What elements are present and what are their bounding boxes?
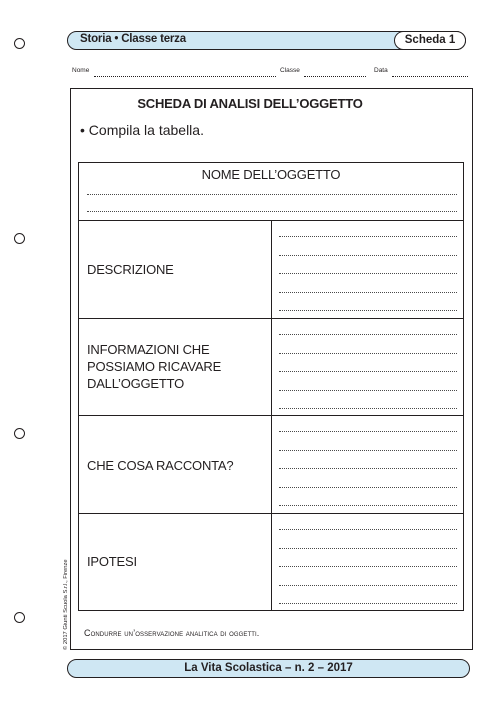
answer-line[interactable] [279,603,457,604]
answer-line[interactable] [279,529,457,530]
row-label-hypotheses: IPOTESI [87,554,137,569]
name-label: Nome [72,67,90,74]
row-label-information: INFORMAZIONI CHE POSSIAMO RICAVARE DALL’OGGETTO [87,342,222,391]
answer-line[interactable] [279,390,457,391]
student-fields [72,67,470,79]
answer-line[interactable] [279,487,457,488]
answer-line[interactable] [279,310,457,311]
row-label-description: DESCRIZIONE [87,262,174,277]
answer-line[interactable] [279,566,457,567]
answer-line[interactable] [279,585,457,586]
copyright-text: © 2017 Giunti Scuola S.r.l., Firenze [63,559,69,650]
header-bar [67,31,466,50]
sheet-badge: Scheda 1 [394,31,466,50]
object-name-header: NOME DELL’OGGETTO [201,167,341,182]
answer-line[interactable] [279,353,457,354]
answer-line[interactable] [279,334,457,335]
binder-hole [14,612,25,623]
column-divider [271,221,272,610]
object-name-line[interactable] [87,194,457,195]
class-label: Classe [280,67,300,74]
answer-line[interactable] [279,408,457,409]
binder-hole [14,428,25,439]
name-field[interactable] [94,75,276,77]
answer-line[interactable] [279,450,457,451]
answer-line[interactable] [279,505,457,506]
objective-note: Condurre un’osservazione analitica di oggetti. [84,628,260,638]
row-label-story: CHE COSA RACCONTA? [87,458,234,473]
binder-hole [14,233,25,244]
answer-line[interactable] [279,548,457,549]
answer-line[interactable] [279,431,457,432]
analysis-table [78,162,464,611]
class-field[interactable] [304,75,366,77]
instruction-text: • Compila la tabella. [80,122,204,138]
subject-label: Storia • Classe terza [80,33,186,45]
answer-line[interactable] [279,273,457,274]
date-label: Data [374,67,388,74]
object-name-line[interactable] [87,211,457,212]
page-title: SCHEDA DI ANALISI DELL’OGGETTO [137,96,363,111]
answer-line[interactable] [279,468,457,469]
answer-line[interactable] [279,371,457,372]
binder-hole [14,38,25,49]
answer-line[interactable] [279,236,457,237]
answer-line[interactable] [279,292,457,293]
answer-line[interactable] [279,255,457,256]
date-field[interactable] [392,75,468,77]
footer-bar: La Vita Scolastica – n. 2 – 2017 [67,659,470,678]
